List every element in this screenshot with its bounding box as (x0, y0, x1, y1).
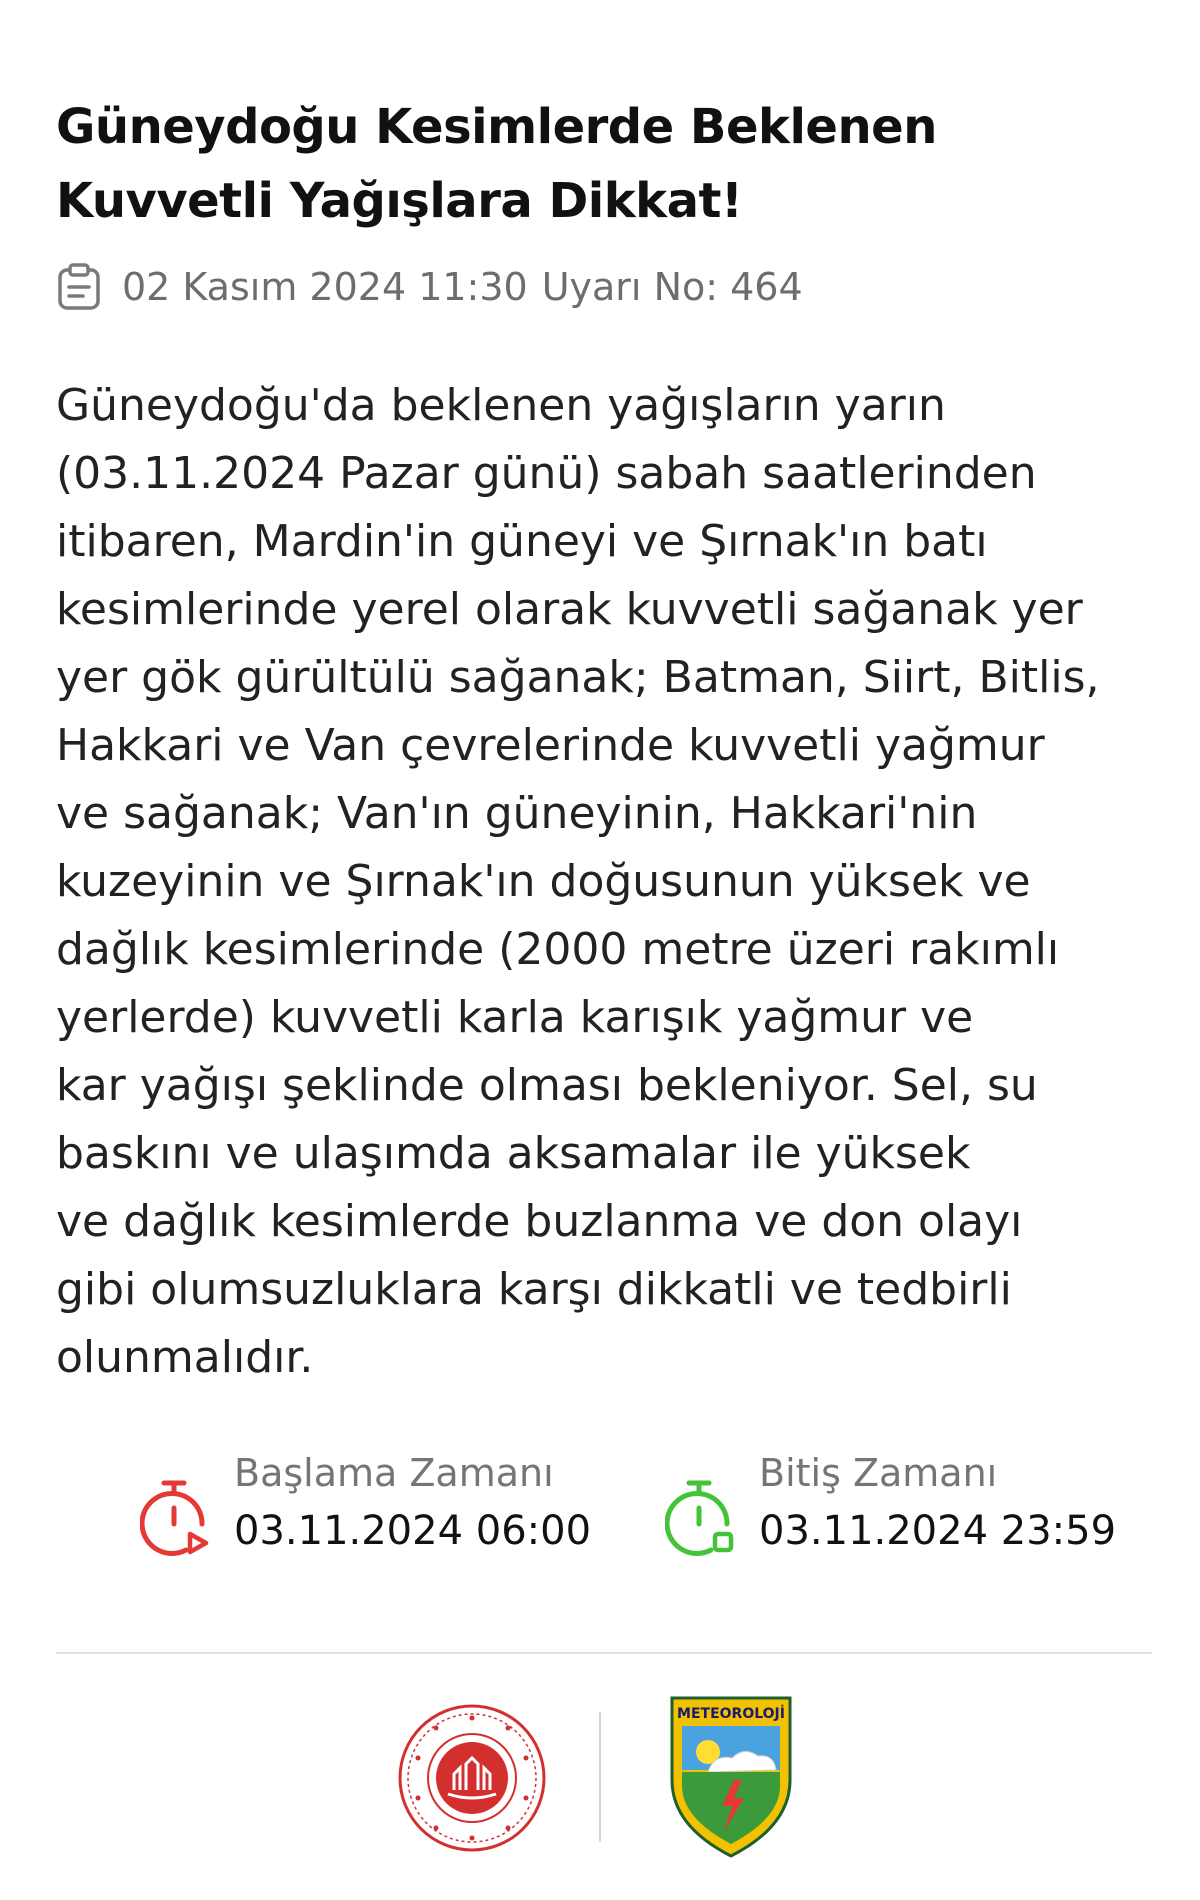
start-time-block (140, 1448, 591, 1588)
logo-separator (599, 1712, 601, 1842)
warning-date: 02 Kasım 2024 11:30 (122, 265, 528, 309)
meteoroloji-label: METEOROLOJİ (677, 1706, 785, 1722)
end-time-value: 03.11.2024 23:59 (759, 1508, 1117, 1554)
timer-start-icon (140, 1478, 212, 1564)
end-time-block (665, 1448, 1116, 1588)
warning-description: Güneydoğu'da beklenen yağışların yarın (03.11.2024 Pazar günü) sabah saatlerinden itibaren, Mardin'in güneyi ve Şırnak'ın batı kesimlerinde yerel olarak kuvvetli sağanak yer yer gök gürültülü sağanak; Batman, Siirt, Bitlis, Hakkari ve Van çevrelerinde kuvvetli yağmur ve sağanak; Van'ın güneyinin, Hakkari'nin kuzeyinin ve Şırnak'ın doğusunun yüksek ve dağlık kesimlerinde (2000 metre üzeri rakımlı yerlerde) kuvvetli karla karışık yağmur ve kar yağışı şeklinde olması bekleniyor. Sel, su baskını ve ulaşımda aksamalar ile yüksek ve dağlık kesimlerde buzlanma ve don olayı gibi olumsuzluklara karşı dikkatli ve tedbirli olunmalıdır. (56, 380, 1100, 1383)
footer-divider (56, 1652, 1152, 1654)
warning-meta (56, 262, 803, 312)
warning-number: Uyarı No: 464 (541, 265, 803, 309)
end-time-label: Bitiş Zamanı (759, 1451, 998, 1495)
ministry-seal-logo (396, 1702, 548, 1854)
start-time-value: 03.11.2024 06:00 (234, 1508, 592, 1554)
timer-end-icon (665, 1478, 737, 1564)
start-time-label: Başlama Zamanı (234, 1451, 554, 1495)
page-title: Güneydoğu Kesimlerde Beklenen Kuvvetli Yağışlara Dikkat! (56, 99, 937, 230)
clipboard-icon (56, 262, 102, 312)
meteoroloji-logo (668, 1694, 794, 1860)
